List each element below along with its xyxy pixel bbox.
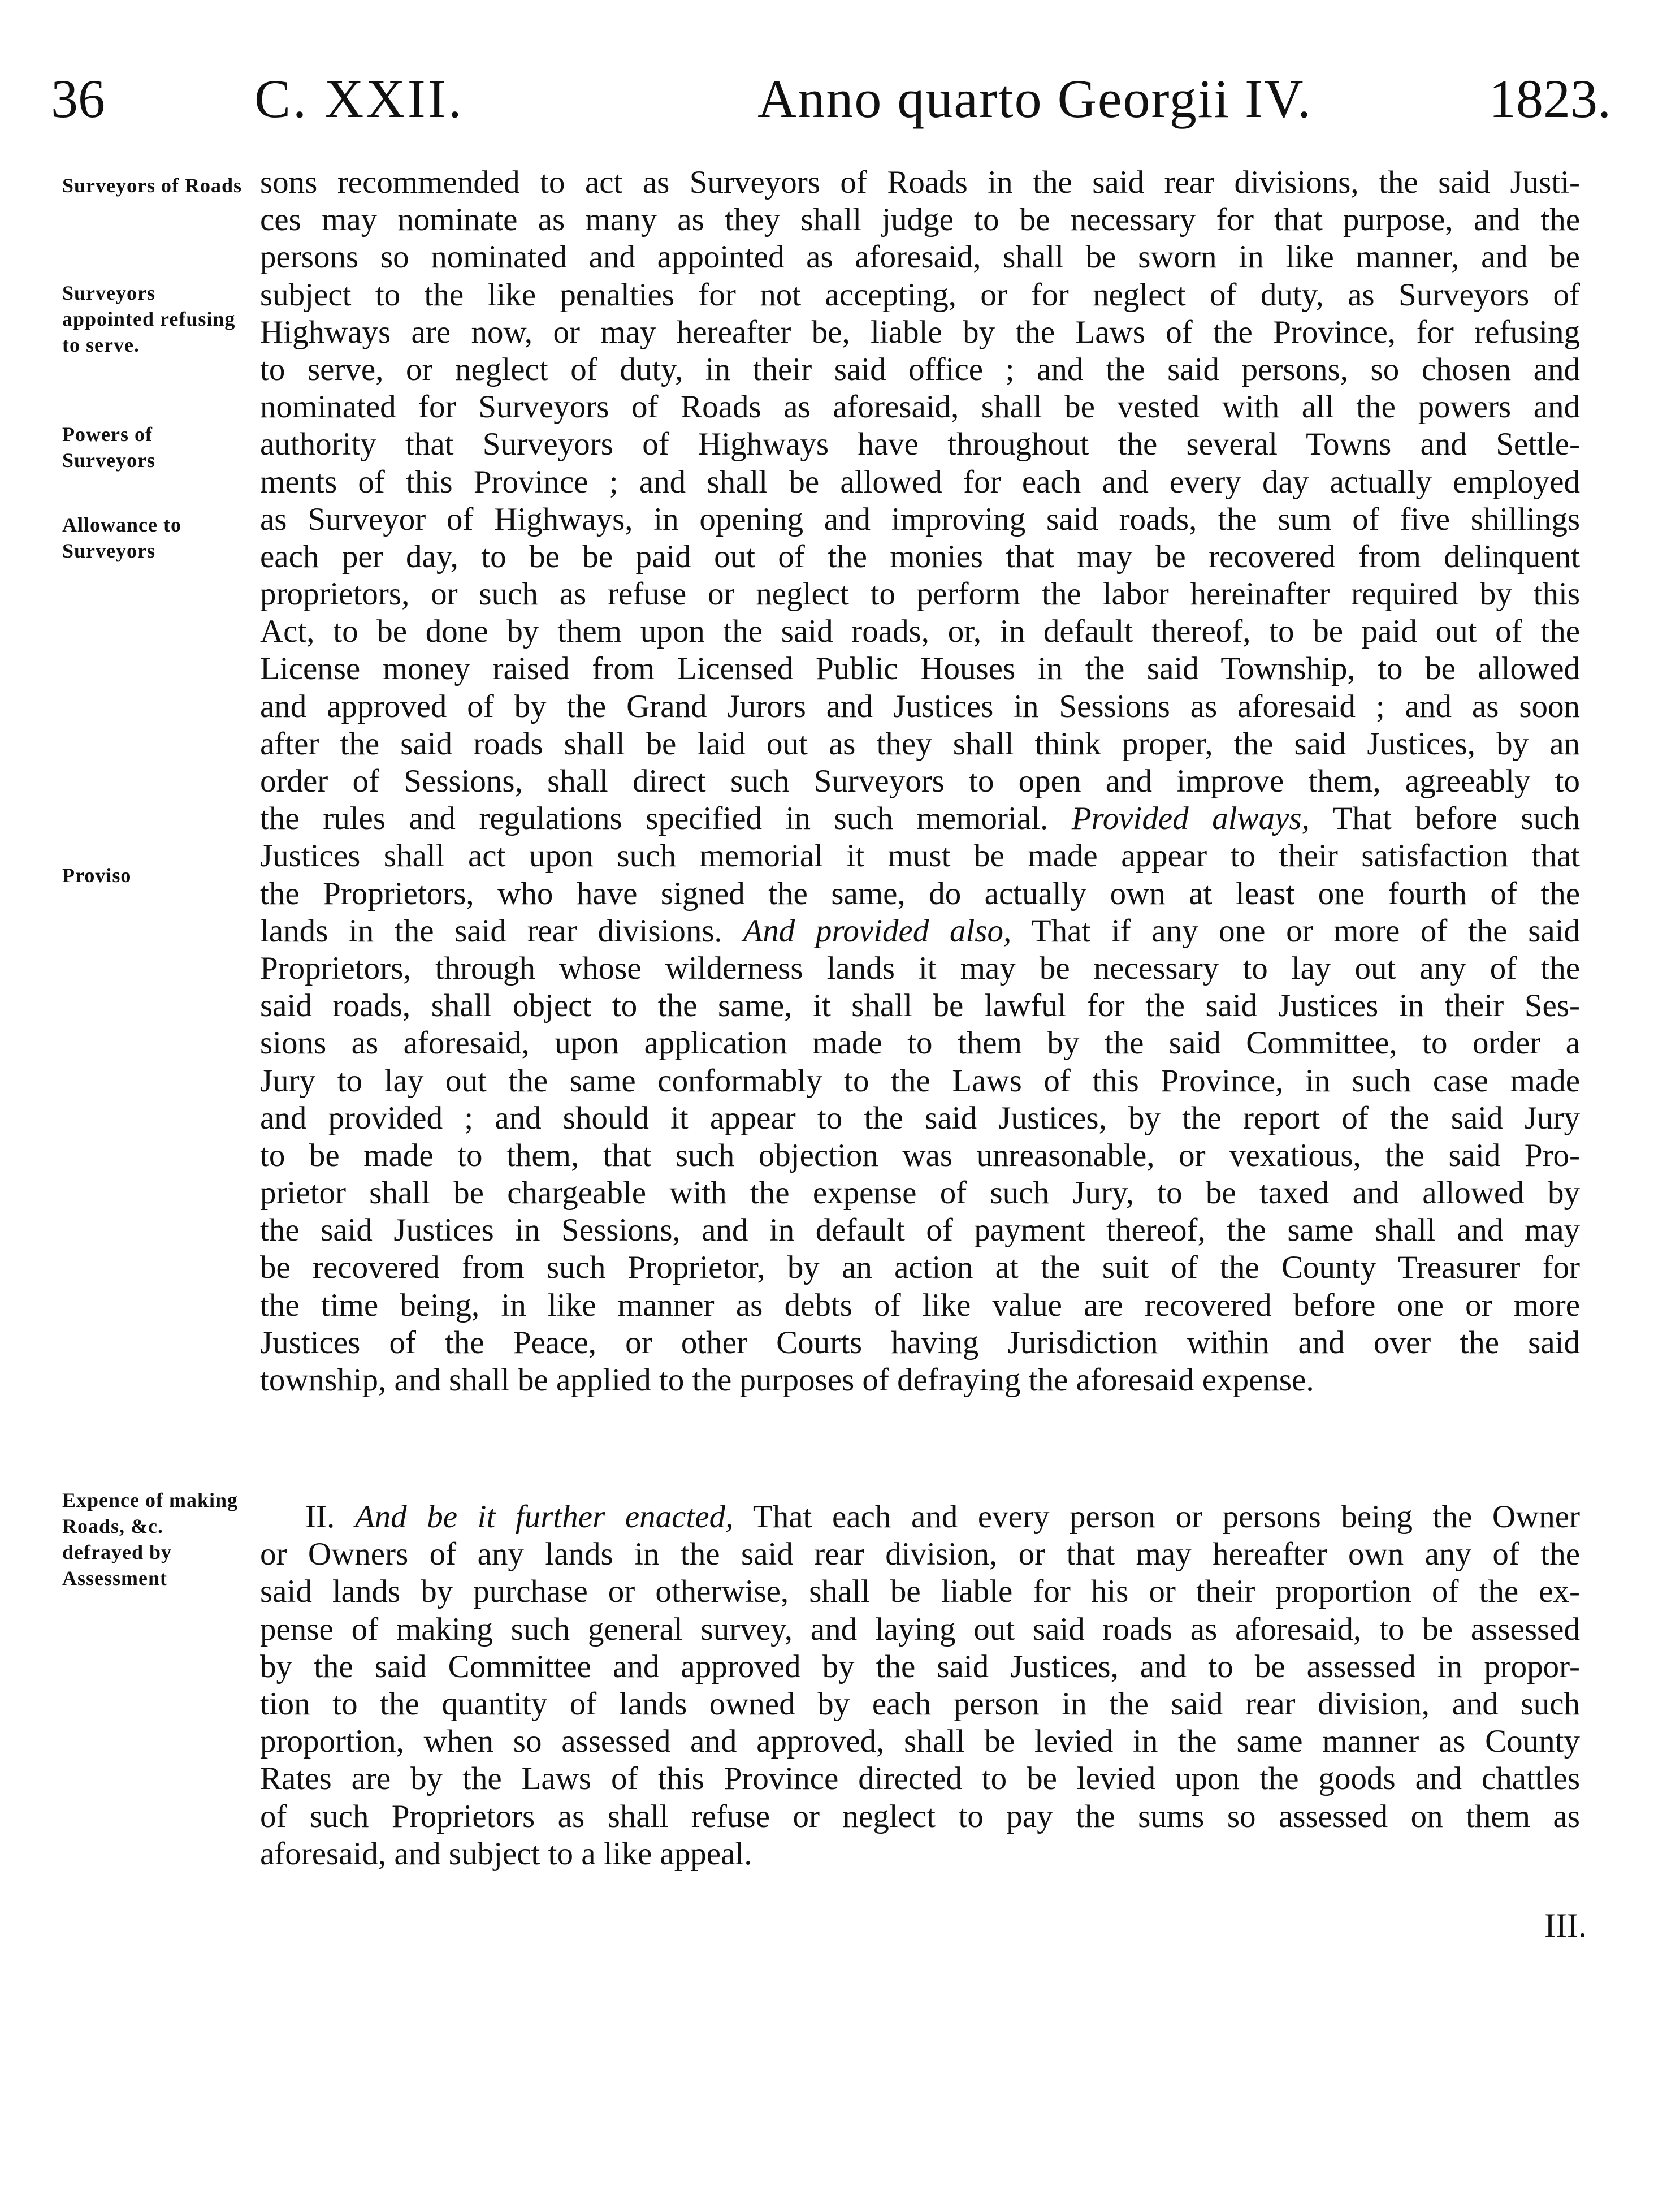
running-title: Anno quarto Georgii IV. xyxy=(757,68,1313,129)
text-line: aforesaid, and subject to a like appeal. xyxy=(260,1835,752,1872)
text-line: sons recommended to act as Surveyors of Roads in the said rear divisions, the said Justi- xyxy=(260,165,1580,200)
text-line: be recovered from such Proprietor, by an action at the suit of the County Treasurer for xyxy=(260,1250,1580,1286)
text-line-mixed xyxy=(260,800,1580,837)
text-line: said lands by purchase or otherwise, shall be liable for his or their proportion of the ex- xyxy=(260,1574,1580,1610)
italic-run: And provided also, xyxy=(743,913,1012,949)
text-line: tion to the quantity of lands owned by each person in the said rear division, and such xyxy=(260,1686,1580,1722)
text-line: subject to the like penalties for not accepting, or for neglect of duty, as Surveyors of xyxy=(260,277,1580,313)
text-line: of such Proprietors as shall refuse or neglect to pay the sums so assessed on them as xyxy=(260,1798,1580,1834)
text-line: nominated for Surveyors of Roads as aforesaid, shall be vested with all the powers and xyxy=(260,389,1580,425)
text-line: Rates are by the Laws of this Province directed to be levied upon the goods and chattles xyxy=(260,1761,1580,1797)
margin-note-expence-of-roads: Expence of making Roads, &c. defrayed by Assessment xyxy=(62,1489,239,1589)
text-line: the Proprietors, who have signed the same, do actually own at least one fourth of the xyxy=(260,875,1580,911)
chapter-number: C. XXII. xyxy=(254,68,464,129)
text-line: sions as aforesaid, upon application made to them by the said Committee, to order a xyxy=(260,1025,1580,1061)
text-line: to be made to them, that such objection was unreasonable, or vexatious, the said Pro- xyxy=(260,1137,1580,1173)
text-line: or Owners of any lands in the said rear division, or that may hereafter own any of the xyxy=(260,1536,1580,1572)
text-line: and provided ; and should it appear to the said Justices, by the report of the said Jury xyxy=(260,1100,1580,1136)
text-line: the said Justices in Sessions, and in default of payment thereof, the same shall and may xyxy=(260,1212,1580,1248)
text-line: Justices shall act upon such memorial it must be made appear to their satisfaction that xyxy=(260,838,1580,874)
text-line: ces may nominate as many as they shall judge to be necessary for that purpose, and the xyxy=(260,202,1580,238)
text-line: after the said roads shall be laid out as they shall think proper, the said Justices, by an xyxy=(260,725,1580,762)
text-line: to serve, or neglect of duty, in their said office ; and the said persons, so chosen and xyxy=(260,351,1580,387)
text-line: each per day, to be be paid out of the monies that may be recovered from delinquent xyxy=(260,538,1580,574)
text-line: License money raised from Licensed Public Houses in the said Township, to be allowed xyxy=(260,651,1580,687)
page-number: 36 xyxy=(51,68,105,129)
text-line: persons so nominated and appointed as aforesaid, shall be sworn in like manner, and be xyxy=(260,239,1580,275)
text-line: said roads, shall object to the same, it shall be lawful for the said Justices in their Ses- xyxy=(260,988,1580,1024)
text-line: Jury to lay out the same conformably to the Laws of this Province, in such case made xyxy=(260,1062,1580,1099)
margin-note-allowance-to-surveyors: Allowance to Surveyors xyxy=(62,513,181,562)
text-run: lands in the said rear divisions. xyxy=(260,913,722,949)
text-line: township, and shall be applied to the purposes of defraying the aforesaid expense. xyxy=(260,1362,1314,1398)
text-line: prietor shall be chargeable with the expense of such Jury, to be taxed and allowed by xyxy=(260,1175,1580,1211)
italic-run: Provided always, xyxy=(1071,801,1310,837)
running-header xyxy=(51,59,1611,139)
text-run: That before such xyxy=(1309,801,1580,837)
text-run: That if any one or more of the said xyxy=(1011,913,1580,949)
text-line: Act, to be done by them upon the said roads, or, in default thereof, to be paid out of the xyxy=(260,614,1580,650)
text-line: order of Sessions, shall direct such Surveyors to open and improve them, agreeably to xyxy=(260,763,1580,799)
paragraph-2 xyxy=(260,1498,1580,1873)
text-line: authority that Surveyors of Highways have throughout the several Towns and Settle- xyxy=(260,426,1580,463)
header-year: 1823. xyxy=(1489,68,1611,129)
margin-note-powers-of-surveyors: Powers of Surveyors xyxy=(62,423,155,472)
text-line: proprietors, or such as refuse or neglect to perform the labor hereinafter required by this xyxy=(260,576,1580,612)
italic-run: And be it further enacted, xyxy=(354,1499,734,1535)
text-line: Highways are now, or may hereafter be, liable by the Laws of the Province, for refusing xyxy=(260,314,1580,350)
text-line: Justices of the Peace, or other Courts having Jurisdiction within and over the said xyxy=(260,1324,1580,1360)
text-line: by the said Committee and approved by the said Justices, and to be assessed in propor- xyxy=(260,1648,1580,1684)
margin-note-surveyors-of-roads: Surveyors of Roads xyxy=(62,174,243,197)
margin-note-proviso: Proviso xyxy=(62,864,132,887)
text-line: Proprietors, through whose wilderness lands it may be necessary to lay out any of the xyxy=(260,950,1580,986)
text-line: ments of this Province ; and shall be allowed for each and every day actually employed xyxy=(260,464,1580,500)
catchword: III. xyxy=(1544,1907,1587,1944)
margin-note-refusing-to-serve: Surveyors appointed refusing to serve. xyxy=(62,282,236,356)
text-line: as Surveyor of Highways, in opening and improving said roads, the sum of five shillings xyxy=(260,501,1580,537)
text-line: and approved of by the Grand Jurors and Justices in Sessions as aforesaid ; and as soon xyxy=(260,688,1580,724)
section-number: II. xyxy=(305,1499,335,1535)
text-line: the time being, in like manner as debts of like value are recovered before one or more xyxy=(260,1287,1580,1323)
text-line-mixed xyxy=(260,913,1580,950)
text-run: the rules and regulations specified in such memorial. xyxy=(260,801,1049,837)
text-line: pense of making such general survey, and laying out said roads as aforesaid, to be assessed xyxy=(260,1611,1580,1647)
text-run: That each and every person or persons being the Owner xyxy=(733,1499,1580,1535)
text-line: proportion, when so assessed and approved, shall be levied in the same manner as County xyxy=(260,1723,1580,1760)
text-line-mixed xyxy=(260,1498,1580,1536)
paragraph-1 xyxy=(260,164,1580,1399)
